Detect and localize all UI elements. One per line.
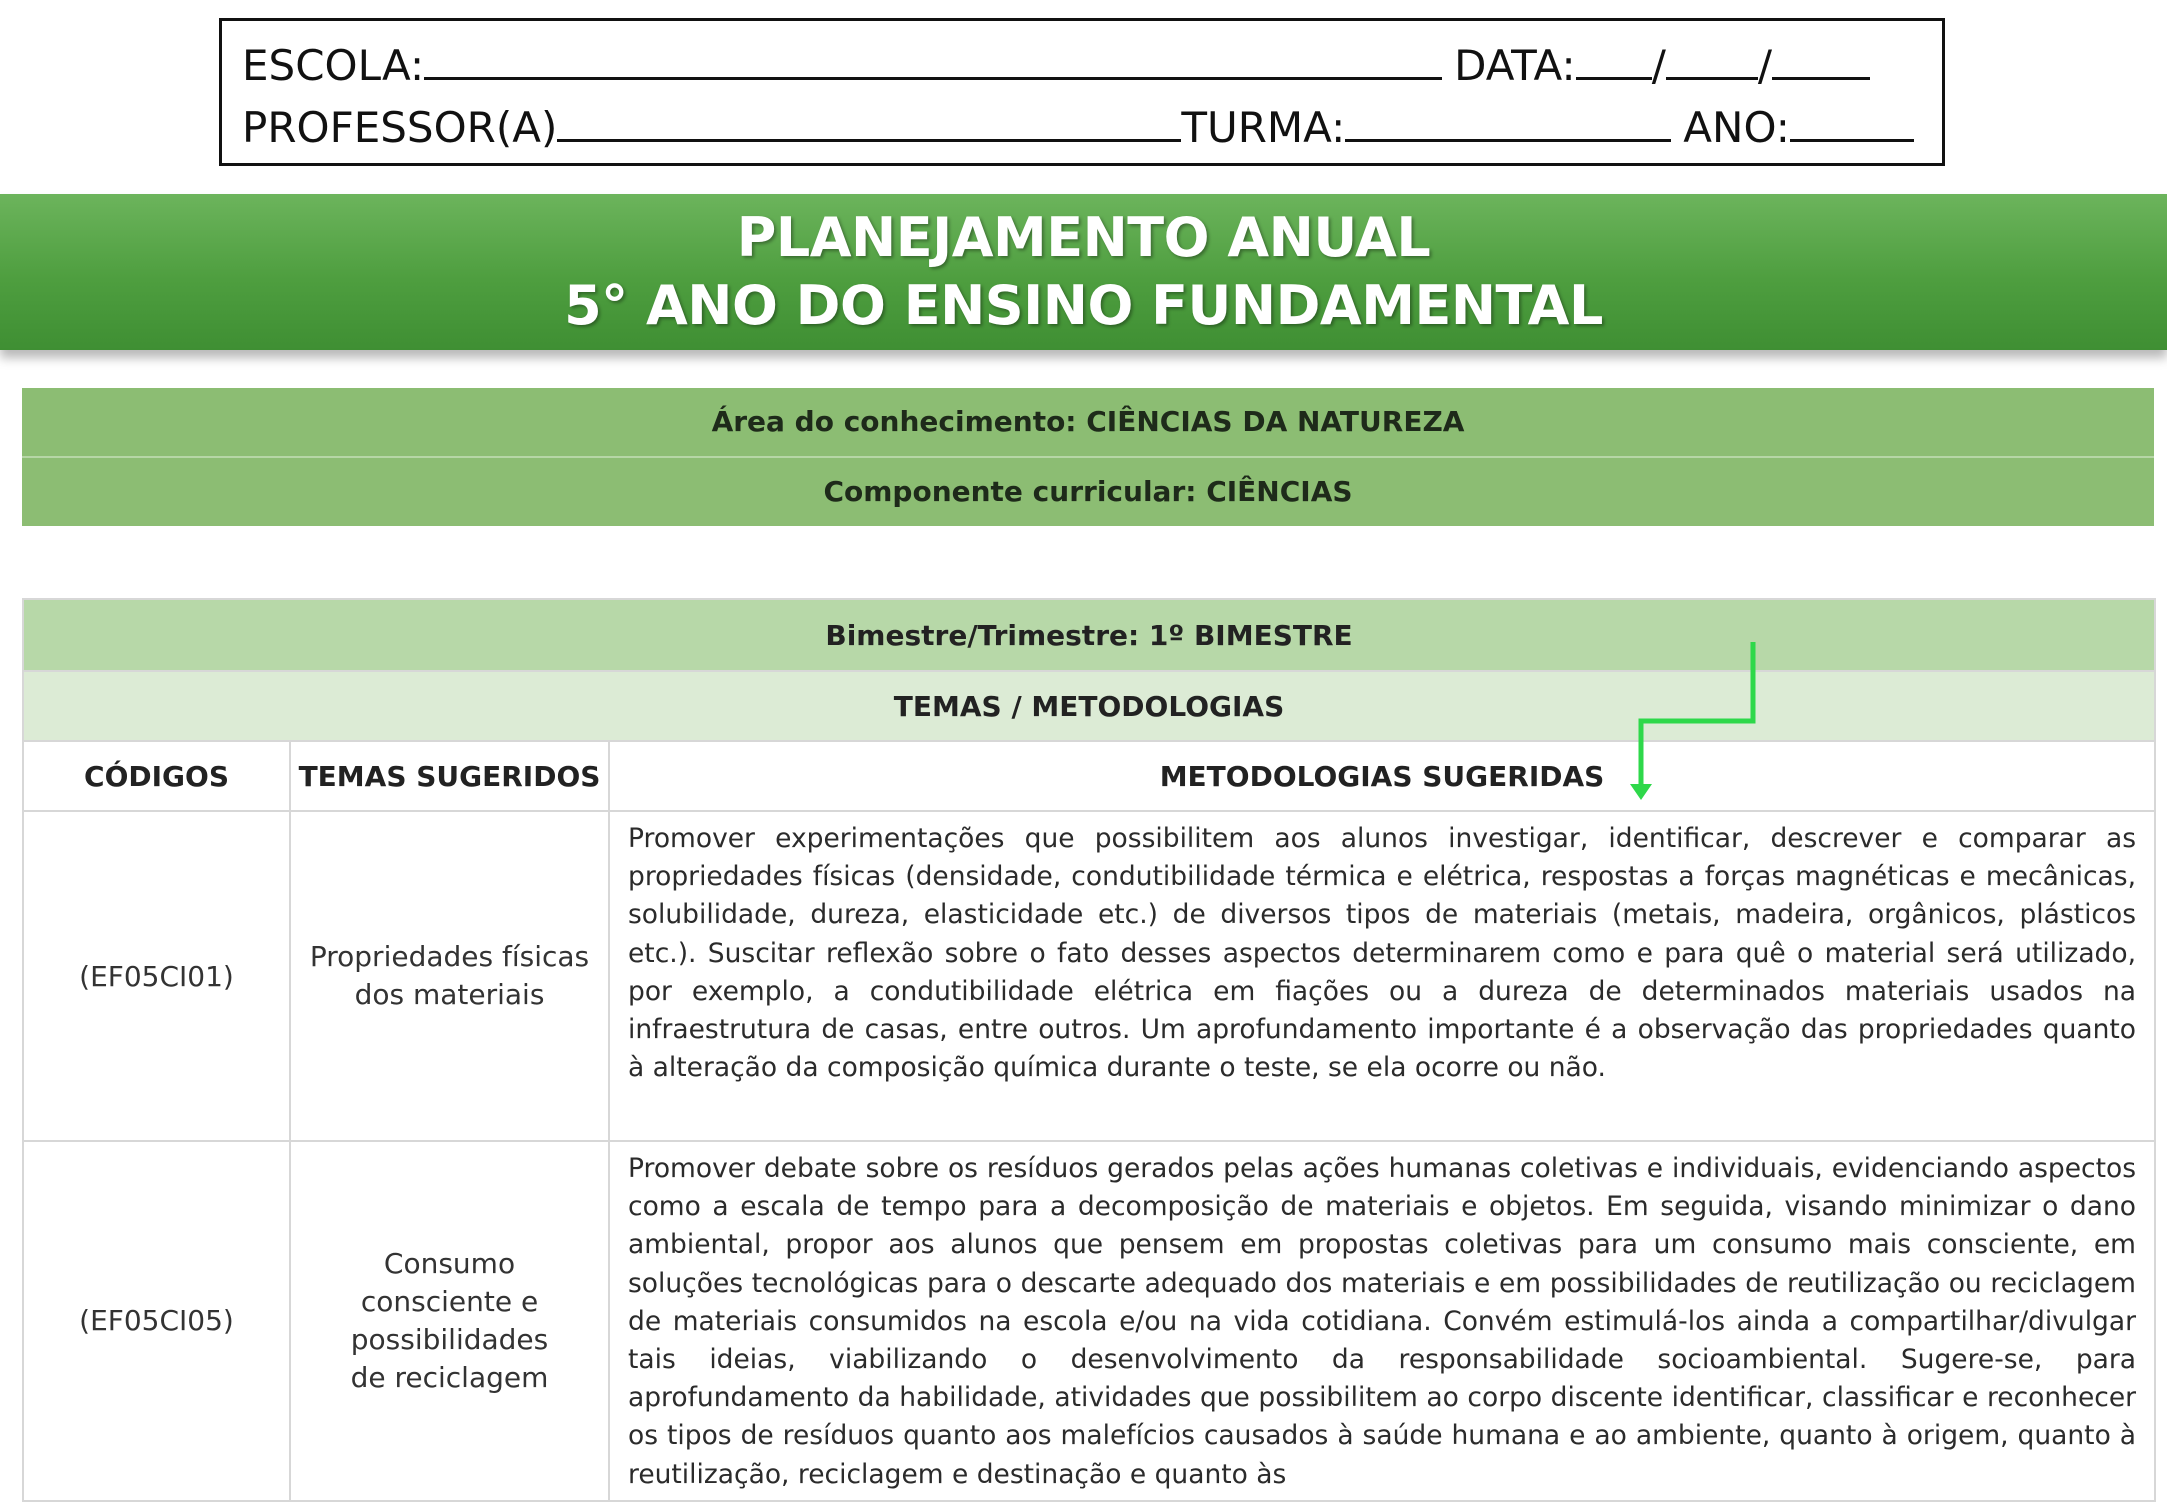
banner-title-line-2: 5° ANO DO ENSINO FUNDAMENTAL (564, 274, 1603, 337)
table-row (23, 1141, 2155, 1501)
header-line-escola (242, 33, 1942, 95)
header-line-professor (242, 95, 1942, 157)
escola-field[interactable] (424, 33, 1442, 80)
componente-curricular-band: Componente curricular: CIÊNCIAS (22, 458, 2154, 526)
ano-label: ANO: (1683, 103, 1790, 152)
date-separator: / (1651, 41, 1666, 90)
date-separator: / (1757, 41, 1773, 90)
table-row (23, 811, 2155, 1141)
column-header-metodologias: METODOLOGIAS SUGERIDAS (609, 741, 2155, 811)
planning-table (22, 598, 2156, 1502)
code-cell: (EF05CI05) (23, 1141, 290, 1501)
temas-metodologias-cell: TEMAS / METODOLOGIAS (23, 671, 2155, 741)
data-year-field[interactable] (1772, 33, 1870, 80)
banner-title-line-1: PLANEJAMENTO ANUAL (736, 206, 1431, 269)
header-box (219, 18, 1945, 166)
bimestre-cell: Bimestre/Trimestre: 1º BIMESTRE (23, 599, 2155, 671)
table-header-row (23, 741, 2155, 811)
area-conhecimento-band: Área do conhecimento: CIÊNCIAS DA NATUREZA (22, 388, 2154, 458)
escola-label: ESCOLA: (242, 41, 425, 90)
bimestre-row (23, 599, 2155, 671)
theme-cell: Propriedades físicas dos materiais (290, 811, 609, 1141)
column-header-codigos: CÓDIGOS (23, 741, 290, 811)
turma-label: TURMA: (1181, 103, 1346, 152)
title-banner (0, 194, 2167, 350)
column-header-temas: TEMAS SUGERIDOS (290, 741, 609, 811)
theme-cell: Consumo consciente e possibilidades de reciclagem (290, 1141, 609, 1501)
temas-metodologias-row (23, 671, 2155, 741)
data-day-field[interactable] (1576, 33, 1652, 80)
ano-field[interactable] (1790, 95, 1914, 142)
methodology-cell: Promover experimentações que possibilitem aos alunos investigar, identificar, descrever e comparar as propriedades físicas (densidade, condutibilidade térmica e elétrica, respostas a forças magnéticas e mecânicas, solubilidade, dureza, elasticidade etc.) de diversos tipos de materiais (metais, madeira, orgânicos, plásticos etc.). Suscitar reflexão sobre o fato desses aspectos determinarem como e para quê o material será utilizado, por exemplo, a condutibilidade elétrica em fiações ou a dureza de determinados materiais usados na infraestrutura de casas, entre outros. Um aprofundamento importante é a observação das propriedades quanto à alteração da composição química durante o teste, se ela ocorre ou não. (609, 811, 2155, 1141)
code-cell: (EF05CI01) (23, 811, 290, 1141)
professor-label: PROFESSOR(A) (242, 103, 558, 152)
turma-field[interactable] (1345, 95, 1671, 142)
professor-field[interactable] (557, 95, 1181, 142)
methodology-cell: Promover debate sobre os resíduos gerados pelas ações humanas coletivas e individuais, evidenciando aspectos como a escala de tempo para a decomposição de materiais e objetos. Em seguida, visando minimizar o dano ambiental, propor aos alunos que pensem em propostas coletivas para um consumo mais consciente, em soluções tecnológicas para o descarte adequado dos materiais e em possibilidades de reutilização ou reciclagem de materiais consumidos na escola e/ou na vida cotidiana. Convém estimulá-los ainda a compartilhar/divulgar tais ideias, viabilizando o desenvolvimento da responsabilidade socioambiental. Sugere-se, para aprofundamento da habilidade, atividades que possibilitem ao corpo discente identificar, classificar e reconhecer os tipos de resíduos quanto aos malefícios causados à saúde humana e ao ambiente, quanto à origem, quanto à reutilização, reciclagem e destinação e quanto às (609, 1141, 2155, 1501)
data-label: DATA: (1454, 41, 1576, 90)
data-month-field[interactable] (1666, 33, 1758, 80)
